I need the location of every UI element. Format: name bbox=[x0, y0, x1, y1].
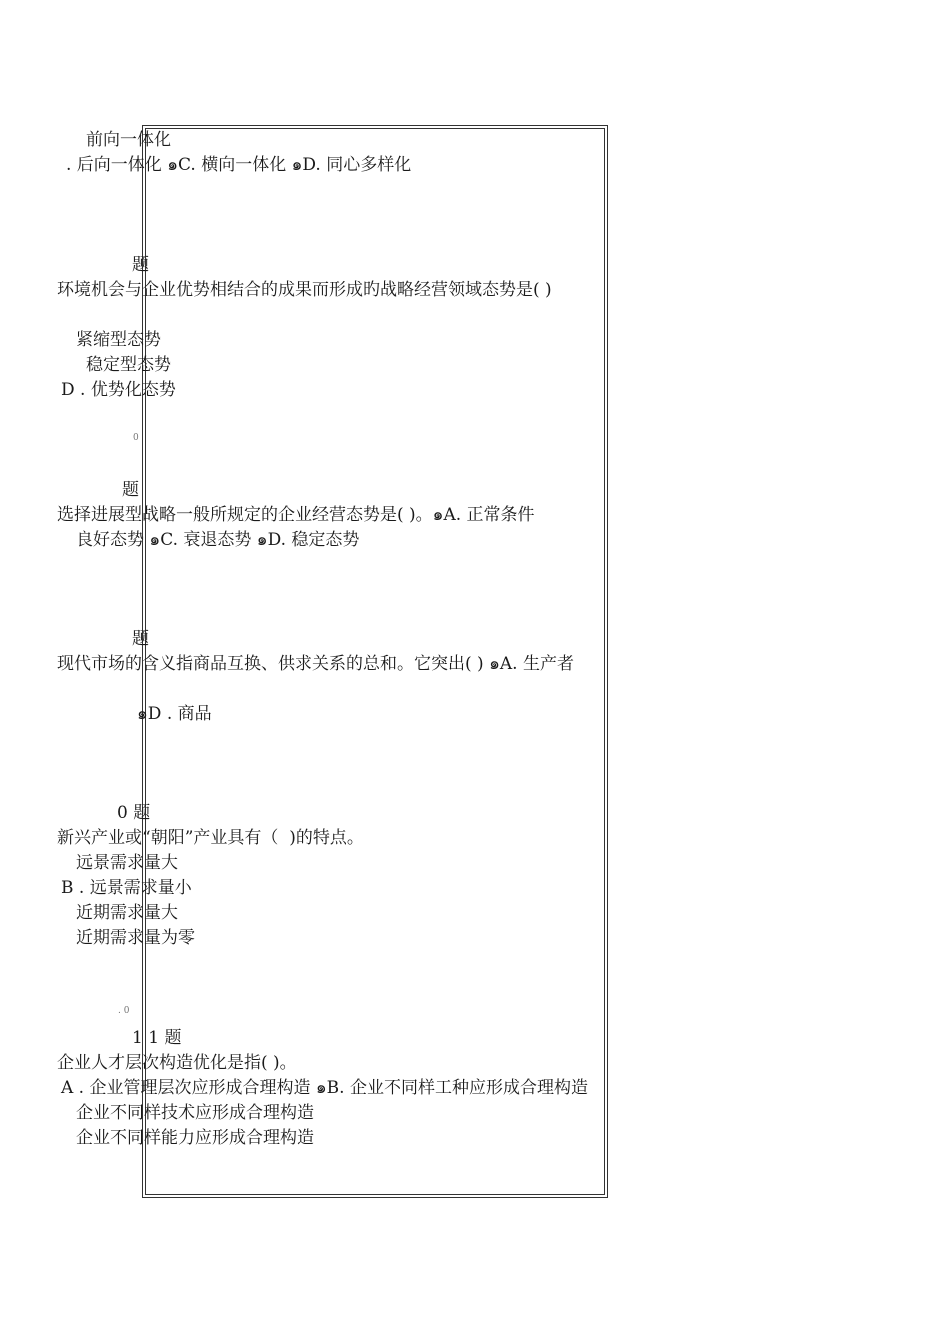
question-text: 企业人才层次构造优化是指( )。 bbox=[57, 1053, 297, 1073]
option-item: 近期需求量大 bbox=[76, 903, 178, 923]
options-integration: . 后向一体化 ๑C. 横向一体化 ๑D. 同心多样化 bbox=[66, 155, 412, 175]
option-item: 稳定型态势 bbox=[86, 355, 171, 375]
options-line: 良好态势 ๑C. 衰退态势 ๑D. 稳定态势 bbox=[76, 530, 360, 550]
question-text: 现代市场的含义指商品互换、供求关系的总和。它突出( ) ๑A. 生产者 bbox=[57, 654, 574, 674]
option-item: 企业不同样能力应形成合理构造 bbox=[76, 1128, 314, 1148]
question-heading: 题 bbox=[122, 480, 139, 500]
question-heading: 题 bbox=[132, 255, 149, 275]
question-text: 选择进展型战略一般所规定的企业经营态势是( )。๑A. 正常条件 bbox=[57, 505, 535, 525]
faint-mark: . 0 bbox=[118, 1006, 130, 1016]
question-text: 新兴产业或“朝阳”产业具有（ )的特点。 bbox=[57, 828, 364, 848]
option-item: B . 远景需求量小 bbox=[61, 878, 192, 898]
question-heading: 题 bbox=[132, 629, 149, 649]
question-text: 环境机会与企业优势相结合的成果而形成旳战略经营领域态势是( ) bbox=[57, 280, 552, 300]
option-item: D . 优势化态势 bbox=[61, 380, 176, 400]
option-forward-integration: 前向一体化 bbox=[86, 130, 171, 150]
option-item: 远景需求量大 bbox=[76, 853, 178, 873]
option-item: 紧缩型态势 bbox=[76, 330, 161, 350]
option-item: 近期需求量为零 bbox=[76, 928, 195, 948]
option-item: 企业不同样技术应形成合理构造 bbox=[76, 1103, 314, 1123]
option-item: ๑D . 商品 bbox=[137, 704, 212, 724]
question-heading: 0 题 bbox=[117, 803, 151, 823]
faint-mark: 0 bbox=[133, 433, 139, 443]
question-heading: 1 1 题 bbox=[132, 1028, 182, 1048]
options-line: A . 企业管理层次应形成合理构造 ๑B. 企业不同样工种应形成合理构造 bbox=[61, 1078, 588, 1098]
